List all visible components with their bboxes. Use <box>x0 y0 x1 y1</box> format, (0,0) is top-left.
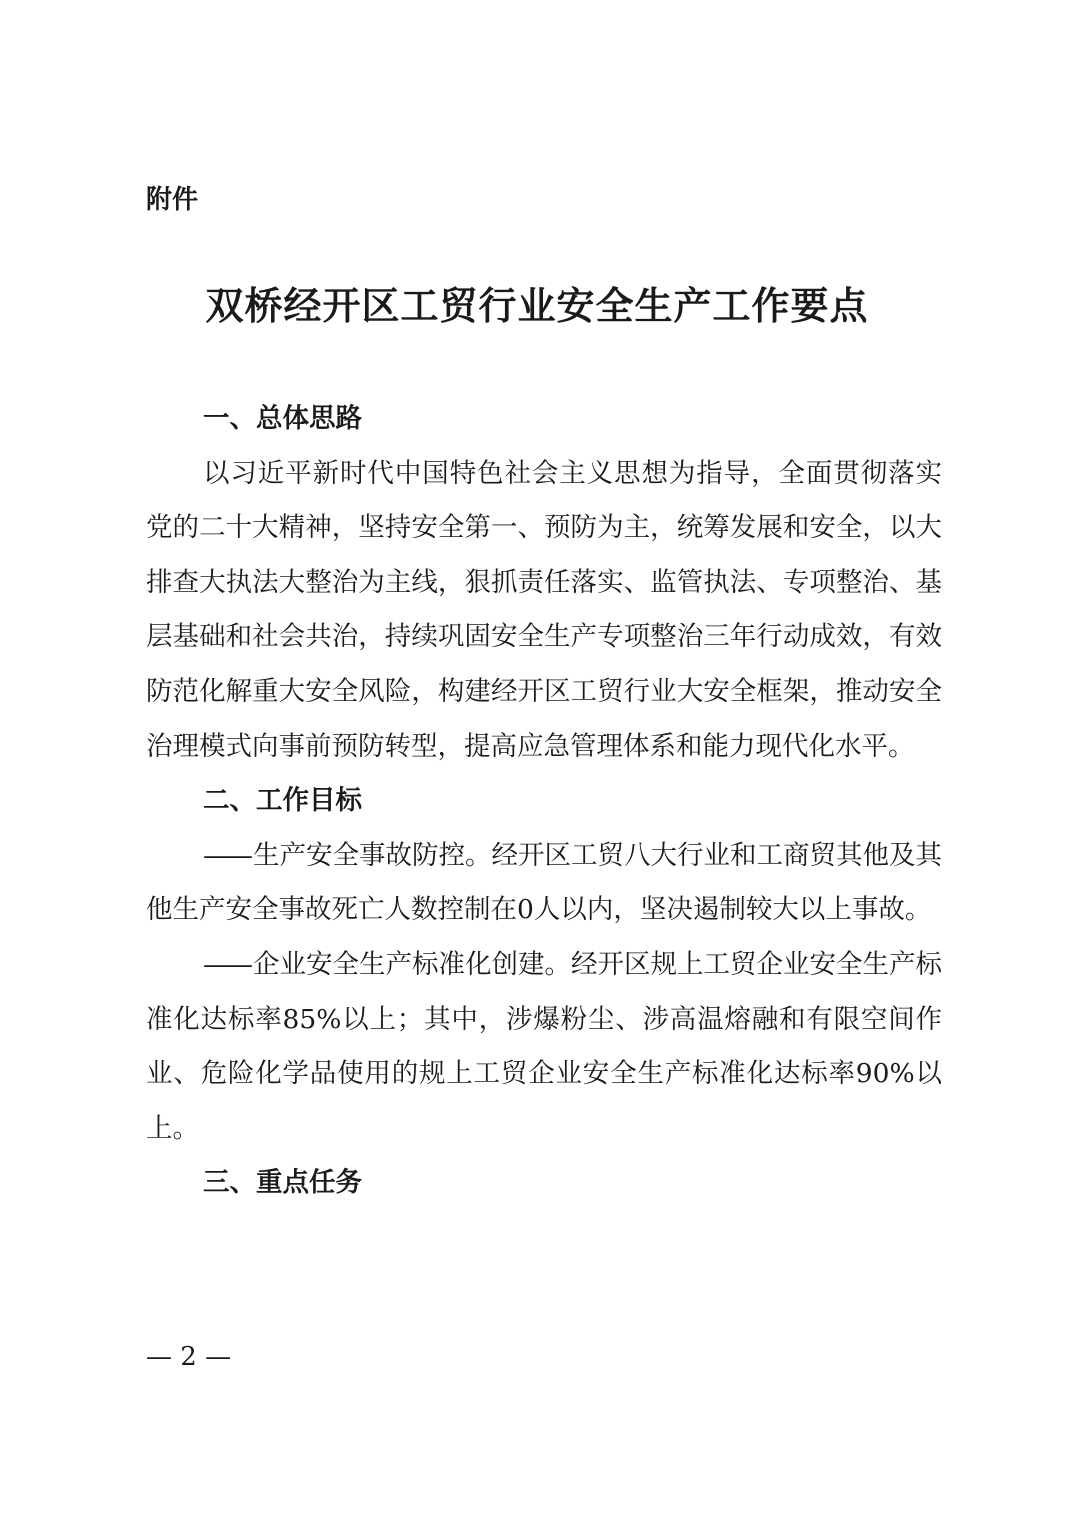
goal-text-standardization: 经开区规上工贸企业安全生产标准化达标率85%以上；其中，涉爆粉尘、涉高温熔融和有限空间作业、危险化学品使用的规上工贸企业安全生产标准化达标率90%以上。 <box>146 948 942 1144</box>
document-title: 双桥经开区工贸行业安全生产工作要点 <box>205 283 869 328</box>
section-heading-work-goals: 二、工作目标 <box>203 785 362 817</box>
attachment-label: 附件 <box>146 185 199 215</box>
section-heading-overall-approach: 一、总体思路 <box>203 403 362 434</box>
goal-lead-standardization: 企业安全生产标准化创建。 <box>253 948 571 980</box>
document-body <box>146 392 942 1211</box>
page-number: — 2 — <box>146 1342 232 1372</box>
section-heading-key-tasks: 三、重点任务 <box>203 1167 362 1199</box>
em-dash: —— <box>203 839 250 871</box>
paragraph-goal-standardization <box>146 938 942 1156</box>
paragraph-overall-approach: 以习近平新时代中国特色社会主义思想为指导，全面贯彻落实党的二十大精神，坚持安全第一、预防为主，统筹发展和安全，以大排查大执法大整治为主线，狠抓责任落实、监管执法、专项整治、基层基础和社会共治，持续巩固安全生产专项整治三年行动成效，有效防范化解重大安全风险，构建经开区工贸行业大安全框架，推动安全治理模式向事前预防转型，提高应急管理体系和能力现代化水平。 <box>146 457 942 762</box>
em-dash: —— <box>203 948 250 980</box>
goal-text-accident-control: 经开区工贸八大行业和工商贸其他及其他生产安全事故死亡人数控制在0人以内，坚决遏制较大以上事故。 <box>146 839 942 926</box>
paragraph-goal-accident-control <box>146 829 942 938</box>
goal-lead-accident-control: 生产安全事故防控。 <box>253 839 492 871</box>
